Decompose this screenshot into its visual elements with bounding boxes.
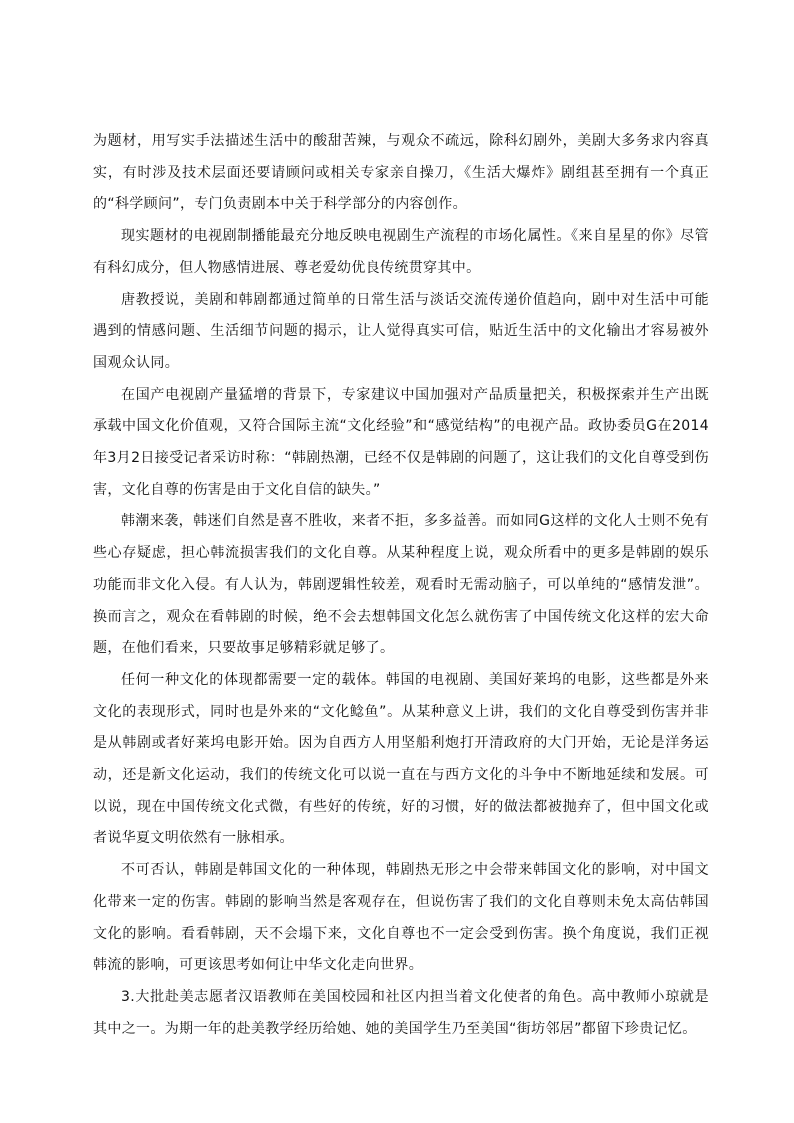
paragraph-realistic-drama: 现实题材的电视剧制播能最充分地反映电视剧生产流程的市场化属性。《来自星星的你》尽管有科幻成分，但人物感情进展、尊老爱幼优良传统贯穿其中。 [93,228,709,276]
document-page [93,126,709,1045]
paragraph-professor-tang: 唐教授说，美剧和韩剧都通过简单的日常生活与淡话交流传递价值趋向，剧中对生活中可能遇到的情感问题、生活细节问题的揭示，让人觉得真实可信，贴近生活中的文化输出才容易被外国观众认同。 [93,291,709,371]
paragraph-undeniable: 不可否认，韩剧是韩国文化的一种体现，韩剧热无形之中会带来韩国文化的影响，对中国文化带来一定的伤害。韩剧的影响当然是客观存在，但说伤害了我们的文化自尊则未免太高估韩国文化的影响。看看韩剧，天不会塌下来，文化自尊也不一定会受到伤害。换个角度说，我们正视韩流的影响，可更该思考如何让中华文化走向世界。 [93,862,709,974]
paragraph-expert-advice: 在国产电视剧产量猛增的背景下，专家建议中国加强对产品质量把关，积极探索并生产出既承载中国文化价值观，又符合国际主流“文化经验”和“感觉结构”的电视产品。政协委员G在2014年3月2日接受记者采访时称：“韩剧热潮，已经不仅是韩剧的问题了，这让我们的文化自尊受到伤害，文化自尊的伤害是由于文化自信的缺失。” [93,386,709,498]
paragraph-korean-wave: 韩潮来袭，韩迷们自然是喜不胜收，来者不拒，多多益善。而如同G这样的文化人士则不免有些心存疑虑，担心韩流损害我们的文化自尊。从某种程度上说，观众所看中的更多是韩剧的娱乐功能而非文化入侵。有人认为，韩剧逻辑性较差，观看时无需动脑子，可以单纯的“感情发泄”。换而言之，观众在看韩剧的时候，绝不会去想韩国文化怎么就伤害了中国传统文化这样的宏大命题，在他们看来，只要故事足够精彩就足够了。 [93,513,709,657]
paragraph-volunteer-teachers: 3.大批赴美志愿者汉语教师在美国校园和社区内担当着文化使者的角色。高中教师小琼就是其中之一。为期一年的赴美教学经历给她、她的美国学生乃至美国“街坊邻居”都留下珍贵记忆。 [93,988,709,1037]
paragraph-continuation: 为题材，用写实手法描述生活中的酸甜苦辣，与观众不疏远，除科幻剧外，美剧大多务求内容真实，有时涉及技术层面还要请顾问或相关专家亲自操刀，《生活大爆炸》剧组甚至拥有一个真正的“科学顾问”，专门负责剧本中关于科学部分的内容创作。 [93,133,709,213]
paragraph-culture-carrier: 任何一种文化的体现都需要一定的载体。韩国的电视剧、美国好莱坞的电影，这些都是外来文化的表现形式，同时也是外来的“文化鲶鱼”。从某种意义上讲，我们的文化自尊受到伤害并非是从韩剧或者好莱坞电影开始。因为自西方人用坚船利炮打开清政府的大门开始，无论是洋务运动，还是新文化运动，我们的传统文化可以说一直在与西方文化的斗争中不断地延续和发展。可以说，现在中国传统文化式微，有些好的传统，好的习惯，好的做法都被抛弃了，但中国文化或者说华夏文明依然有一脉相承。 [93,671,709,847]
